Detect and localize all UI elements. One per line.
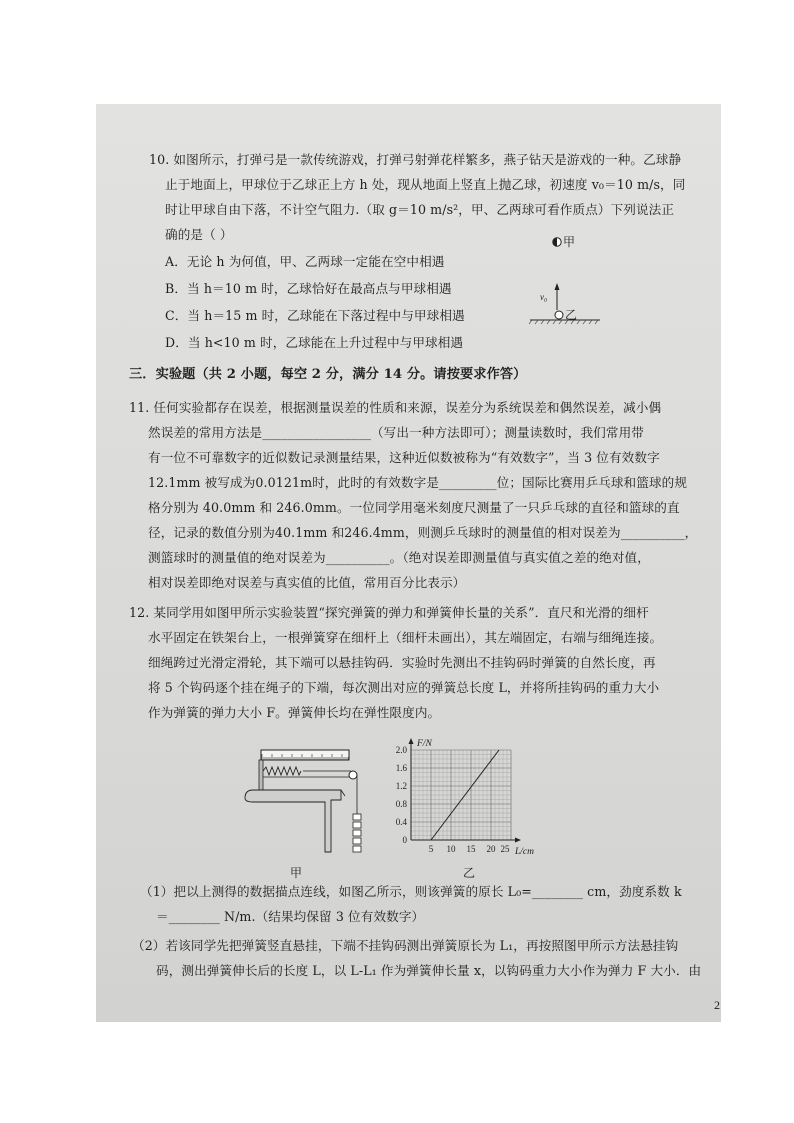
q10-option-a: A．无论 h 为何值，甲、乙两球一定能在空中相遇 xyxy=(165,254,445,269)
q11-line-8: 相对误差即绝对误差与真实值的比值，常用百分比表示） xyxy=(148,575,466,590)
q11-line-5: 格分别为 40.0mm 和 246.0mm。一位同学用毫米刻度尺测量了一只乒乓球的直径和篮球的直 xyxy=(148,500,680,515)
q12-sub2-line-1: （2）若该同学先把弹簧竖直悬挂，下端不挂钩码测出弹簧原长为 L₁，再按照图甲所示方法悬挂钩 xyxy=(132,938,679,953)
q10-line-3: 时让甲球自由下落，不计空气阻力.（取 g＝10 m/s²，甲、乙两球可看作质点）下列说法正 xyxy=(165,202,675,217)
section-3-heading: 三．实验题（共 2 小题，每空 2 分，满分 14 分。请按要求作答） xyxy=(129,367,527,382)
ball-jia-label: 甲 xyxy=(563,235,576,249)
x-tick-label: 25 xyxy=(500,844,510,854)
q10-option-c: C．当 h＝15 m 时，乙球能在下落过程中与甲球相遇 xyxy=(165,308,465,323)
y-axis-title: F/N xyxy=(417,739,432,749)
q10-line-1: 10. 如图所示，打弹弓是一款传统游戏，打弹弓射弹花样繁多，燕子钻天是游戏的一种。乙球静 xyxy=(149,152,682,167)
figure-label-jia: 甲 xyxy=(290,866,303,880)
stand-base xyxy=(245,790,341,852)
ground-hatch xyxy=(529,320,598,324)
q11-line-1: 11. 任何实验都存在误差，根据测量误差的性质和来源，误差分为系统误差和偶然误差，减小偶 xyxy=(129,400,662,415)
q11-line-7: 测篮球时的测量值的绝对误差为__________。（绝对误差即测量值与真实值之差的绝对值， xyxy=(148,550,650,565)
pulley-icon xyxy=(349,771,357,779)
x-tick-label: 15 xyxy=(466,844,476,854)
q12-line-3: 细绳跨过光滑定滑轮，其下端可以悬挂钩码．实验时先测出不挂钩码时弹簧的自然长度，再 xyxy=(148,655,656,670)
q12-line-4: 将 5 个钩码逐个挂在绳子的下端，每次测出对应的弹簧总长度 L，并将所挂钩码的重力大小 xyxy=(148,680,660,695)
q10-line-2: 止于地面上，甲球位于乙球正上方 h 处，现从地面上竖直上抛乙球，初速度 v₀＝10 m/s，同 xyxy=(165,177,686,192)
y-tick-label: 2.0 xyxy=(395,745,407,756)
spring xyxy=(263,767,301,775)
apparatus-figure xyxy=(241,744,371,862)
q10-line-4: 确的是（ ） xyxy=(165,227,233,242)
q11-line-6: 径，记录的数值分别为40.1mm 和246.4mm，则测乒乓球时的测量值的相对误差为__________， xyxy=(148,525,698,540)
q12-sub1-line-1: （1）把以上测得的数据描点连线，如图乙所示，则该弹簧的原长 L₀=________ cm，劲度系数 k xyxy=(140,884,682,899)
q12-sub2-line-2: 码，测出弹簧伸长后的长度 L，以 L-L₁ 作为弹簧伸长量 x，以钩码重力大小作为弹力 F 大小．由 xyxy=(156,963,702,978)
y-tick-label: 1.6 xyxy=(395,763,407,774)
x-axis-title: L/cm xyxy=(515,847,534,857)
q12-line-2: 水平固定在铁架台上，一根弹簧穿在细杆上（细杆未画出），其左端固定，右端与细绳连接。 xyxy=(148,630,663,645)
fl-chart xyxy=(381,736,561,861)
q12-line-5: 作为弹簧的弹力大小 F。弹簧伸长均在弹性限度内。 xyxy=(148,705,441,720)
q10-option-d: D．当 h<10 m 时，乙球能在上升过程中与甲球相遇 xyxy=(165,335,464,350)
q11-line-4: 12.1mm 被写成为0.0121m时，此时的有效数字是_________位；国际比赛用乒乓球和篮球的规 xyxy=(148,475,688,490)
page-number: 2 xyxy=(714,998,720,1012)
exam-page xyxy=(96,104,721,1022)
q11-line-2: 然误差的常用方法是_________________（写出一种方法即可）；测量读数时，我们常用带 xyxy=(148,425,644,440)
q12-line-1: 12. 某同学用如图甲所示实验装置“探究弹簧的弹力和弹簧伸长量的关系”．直尺和光滑的细杆 xyxy=(129,605,649,620)
q11-line-3: 有一位不可靠数字的近似数记录测量结果，这种近似数被称为“有效数字”，当 3 位有效数字 xyxy=(148,450,660,465)
q10-figure xyxy=(526,232,606,332)
y-tick-label: 0 xyxy=(402,835,407,846)
q12-sub1-line-2: ＝________ N/m.（结果均保留 3 位有效数字） xyxy=(156,909,425,924)
y-tick-label: 0.4 xyxy=(395,817,407,828)
x-tick-label: 20 xyxy=(486,844,496,854)
y-tick-label: 1.2 xyxy=(395,781,407,792)
figure-label-yi: 乙 xyxy=(463,866,476,880)
q10-option-b: B．当 h＝10 m 时，乙球恰好在最高点与甲球相遇 xyxy=(165,281,452,296)
x-tick-label: 5 xyxy=(428,844,434,854)
ball-yi-label: 乙 xyxy=(565,308,578,322)
x-tick-label: 10 xyxy=(446,844,456,854)
ball-yi-icon xyxy=(555,311,563,319)
hook-weights xyxy=(353,814,361,852)
velocity-label: v₀ xyxy=(540,292,548,302)
y-tick-label: 0.8 xyxy=(395,799,407,810)
